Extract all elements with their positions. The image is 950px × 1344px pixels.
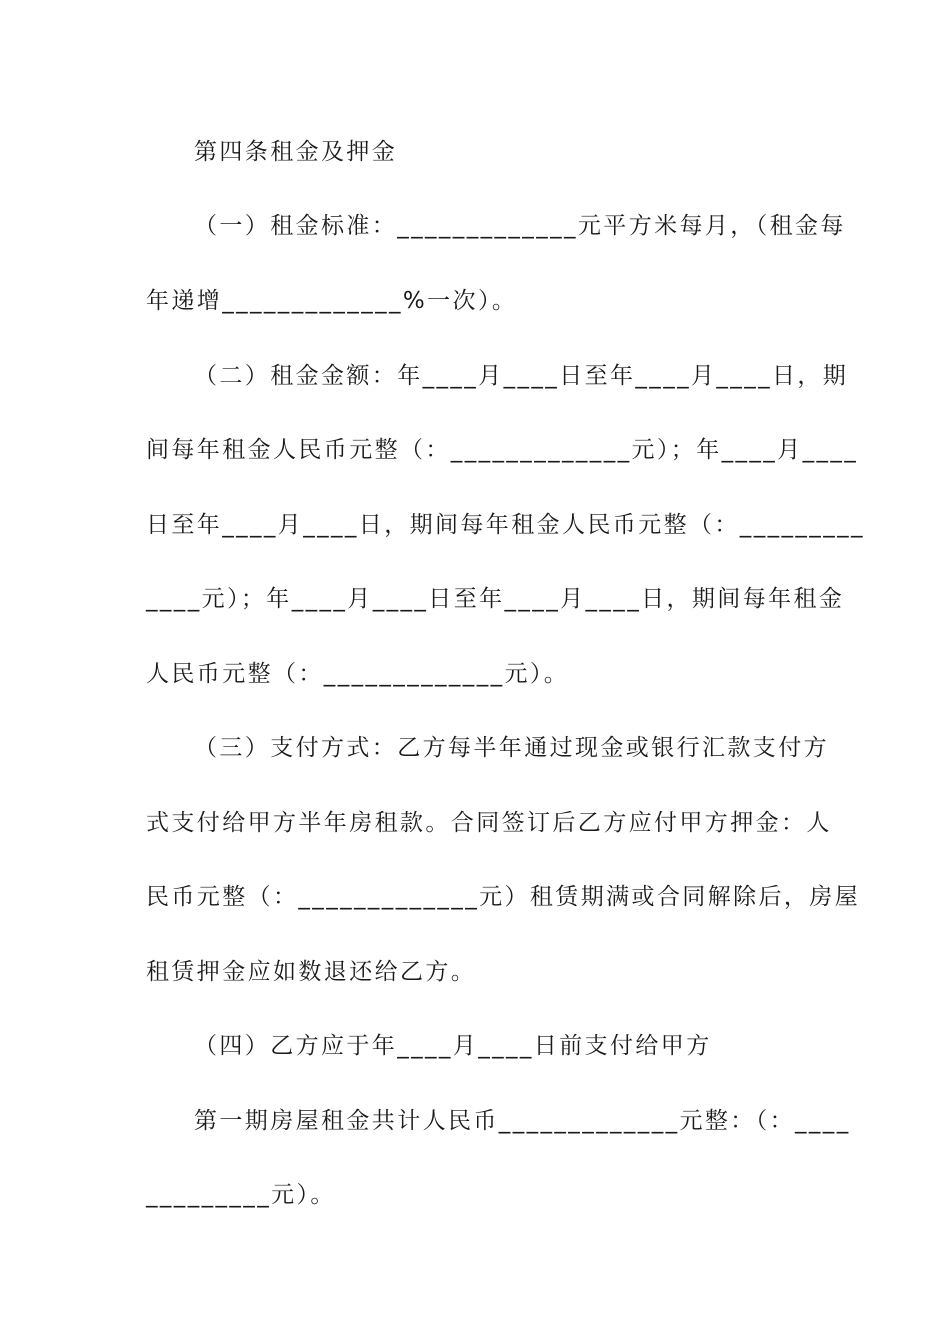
rent-amount-line-3: 日至年____月____日，期间每年租金人民币元整（：_________ <box>146 512 865 538</box>
article-heading: 第四条租金及押金 <box>194 139 398 165</box>
rent-standard-line-1: （一）租金标准：_____________元平方米每月，（租金每 <box>194 213 846 239</box>
first-payment-line-2: 第一期房屋租金共计人民币_____________元整：（：____ <box>194 1108 851 1134</box>
rent-amount-line-5: 人民币元整（：_____________元）。 <box>146 661 570 687</box>
rent-amount-line-4: ____元）；年____月____日至年____月____日，期间每年租金 <box>146 586 845 612</box>
payment-method-line-3: 民币元整（：_____________元）租赁期满或合同解除后，房屋 <box>146 884 861 910</box>
payment-method-line-1: （三）支付方式：乙方每半年通过现金或银行汇款支付方 <box>194 735 829 761</box>
rent-amount-line-1: （二）租金金额：年____月____日至年____月____日，期 <box>194 363 849 389</box>
payment-method-line-2: 式支付给甲方半年房租款。合同签订后乙方应付甲方押金：人 <box>146 810 832 836</box>
first-payment-line-3: _________元）。 <box>146 1182 336 1208</box>
rent-standard-line-2: 年递增_____________%一次）。 <box>146 288 518 314</box>
first-payment-line-1: （四）乙方应于年____月____日前支付给甲方 <box>194 1033 712 1059</box>
payment-method-line-4: 租赁押金应如数退还给乙方。 <box>146 959 477 985</box>
rent-amount-line-2: 间每年租金人民币元整（：_____________元）；年____月____ <box>146 437 859 463</box>
